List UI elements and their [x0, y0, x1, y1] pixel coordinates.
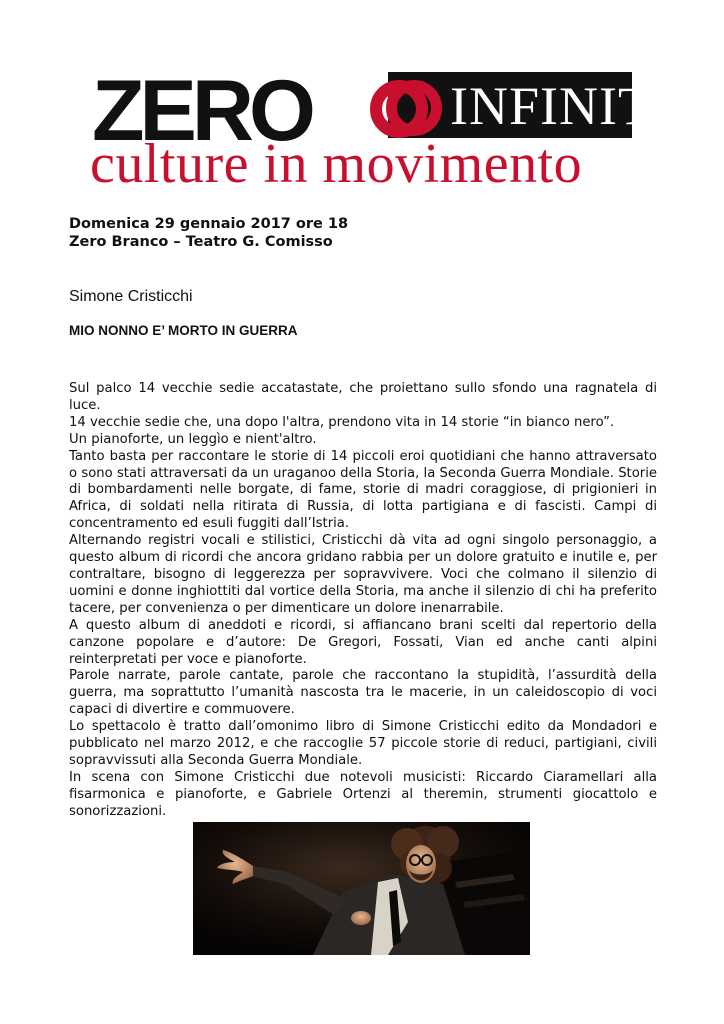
event-date: Domenica 29 gennaio 2017 ore 18	[69, 216, 349, 232]
author-name: Simone Cristicchi	[69, 288, 193, 305]
paragraph: Un pianoforte, un leggìo e nient'altro.	[69, 431, 317, 447]
logo-tagline: culture in movimento	[90, 133, 583, 195]
zero-infinito-logo	[88, 62, 691, 195]
logo-word-zero: ZERO	[92, 63, 311, 159]
logo-word-infinito: INFINITO	[450, 76, 691, 136]
paragraph: Alternando registri vocali e stilistici, Cristicchi dà vita ad ogni singolo personaggio, a questo album di ricordi che ancora gridano rabbia per un dolore gratuito e inutile e, per contraltare, bisogno di leggerezza per sopravvivere. Voci che colmano il silenzio di uomini e donne inghiottiti dal vortice della Storia, ma anche il silenzio di chi ha preferito tacere, per convenienza o per dimenticare un dolore inenarrabile.	[69, 533, 657, 616]
paragraph: A questo album di aneddoti e ricordi, si affiancano brani scelti dal repertorio della canzone popolare e d’autore: De Gregori, Fossati, Vian ed anche canti alpini reinterpretati per voce e pianoforte.	[69, 617, 657, 667]
paragraph: Sul palco 14 vecchie sedie accatastate, che proiettano sullo sfondo una ragnatela di luce.	[69, 381, 657, 413]
paragraph: In scena con Simone Cristicchi due notevoli musicisti: Riccardo Ciaramellari alla fisarmonica e pianoforte, e Gabriele Ortenzi al theremin, strumenti giocattolo e sonorizzazioni.	[69, 769, 657, 819]
logo-infinity-loop-icon	[370, 80, 428, 138]
paragraph: Tanto basta per raccontare le storie di 14 piccoli eroi quotidiani che hanno attraversato o sono stati attraversati da un uraganoo della Storia, la Seconda Guerra Mondiale. Storie di bombardamenti nelle borgate, di fame, storie di madri coraggiose, di prigionieri in Africa, di soldati nella ritirata di Russia, di lotta partigiana e di fascisti. Campi di concentramento ed esuli fuggiti dall’Istria.	[69, 448, 657, 532]
description-body	[69, 381, 657, 821]
performer-photo	[193, 822, 530, 955]
show-title: MIO NONNO E’ MORTO IN GUERRA	[69, 323, 298, 338]
event-venue: Zero Branco – Teatro G. Comisso	[69, 234, 333, 250]
paragraph: Lo spettacolo è tratto dall’omonimo libro di Simone Cristicchi edito da Mondadori e pubblicato nel marzo 2012, e che raccoglie 57 piccole storie di reduci, partigiani, civili sopravvissuti alla Seconda Guerra Mondiale.	[69, 719, 657, 768]
paragraph: Parole narrate, parole cantate, parole che raccontano la stupidità, l’assurdità della guerra, ma soprattutto l’umanità nascosta tra le macerie, in un caleidoscopio di voci capaci di divertire e commuovere.	[69, 668, 657, 718]
performer-illustration	[193, 822, 530, 955]
paragraph: 14 vecchie sedie che, una dopo l'altra, prendono vita in 14 storie “in bianco nero”.	[69, 414, 615, 430]
